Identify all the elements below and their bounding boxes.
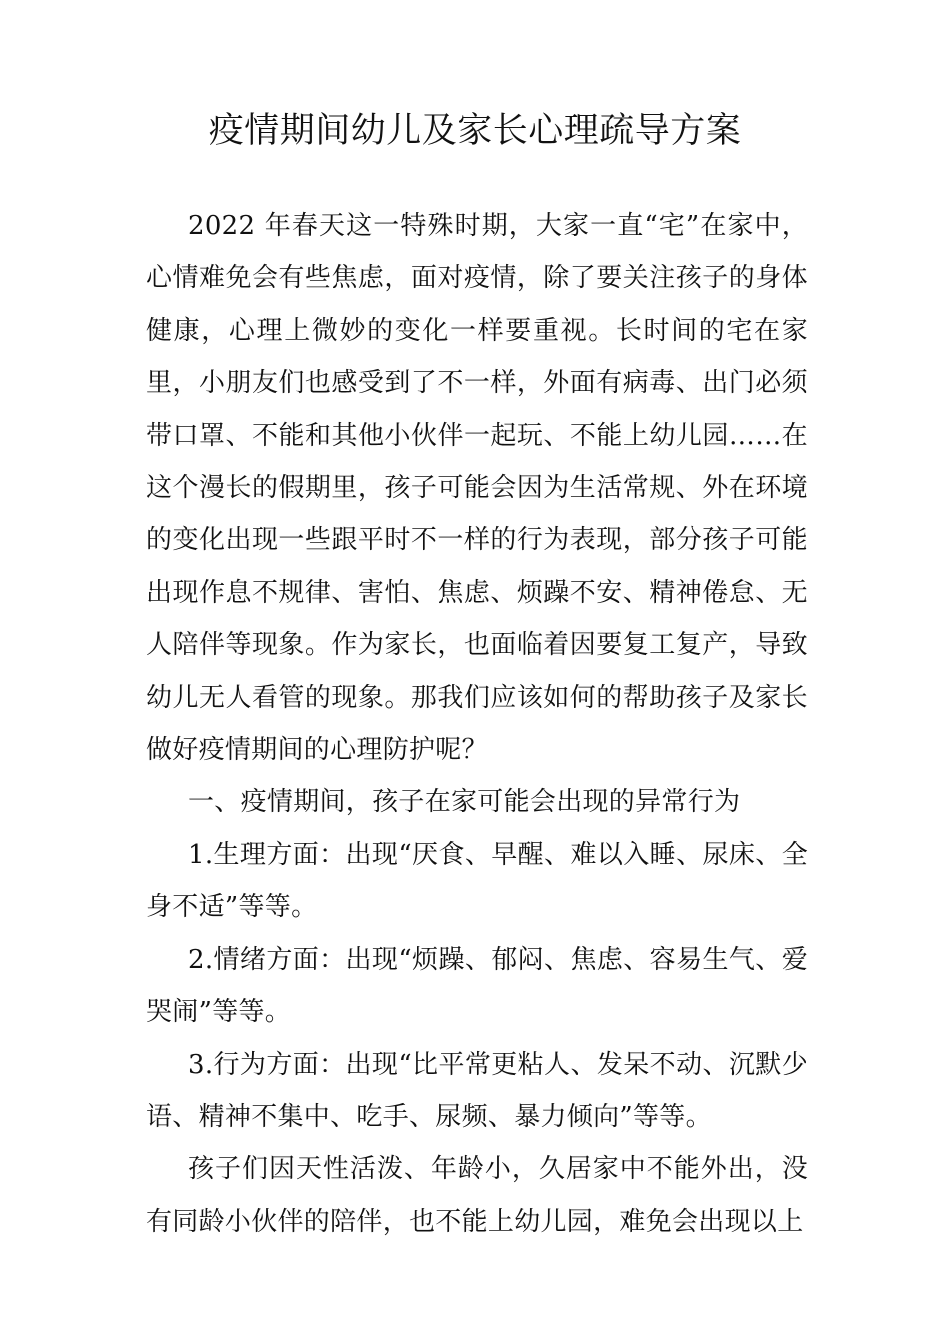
list-item-physiological: 1.生理方面：出现“厌食、早醒、难以入睡、尿床、全身不适”等等。 — [146, 839, 808, 923]
list-item-behavioral: 3.行为方面：出现“比平常更粘人、发呆不动、沉默少语、精神不集中、吃手、尿频、暴力倾向”等等。 — [146, 1049, 808, 1132]
closing-paragraph: 孩子们因天性活泼、年龄小，久居家中不能外出，没有同龄小伙伴的陪伴，也不能上幼儿园，难免会出现以上 — [146, 1154, 808, 1237]
document-title: 疫情期间幼儿及家长心理疏导方案 — [208, 111, 742, 151]
document-body — [146, 200, 808, 1248]
list-item-emotional: 2.情绪方面：出现“烦躁、郁闷、焦虑、容易生气、爱哭闹”等等。 — [146, 944, 808, 1028]
section-heading: 一、疫情期间，孩子在家可能会出现的异常行为 — [188, 787, 741, 818]
intro-paragraph: 2022 年春天这一特殊时期，大家一直“宅”在家中，心情难免会有些焦虑，面对疫情，除了要关注孩子的身体健康，心理上微妙的变化一样要重视。长时间的宅在家里，小朋友们也感受到了不一样，外面有病毒、出门必须带口罩、不能和其他小伙伴一起玩、不能上幼儿园……在这个漫长的假期里，孩子可能会因为生活常规、外在环境的变化出现一些跟平时不一样的行为表现，部分孩子可能出现作息不规律、害怕、焦虑、烦躁不安、精神倦怠、无人陪伴等现象。作为家长，也面临着因要复工复产，导致幼儿无人看管的现象。那我们应该如何的帮助孩子及家长做好疫情期间的心理防护呢？ — [146, 211, 808, 766]
